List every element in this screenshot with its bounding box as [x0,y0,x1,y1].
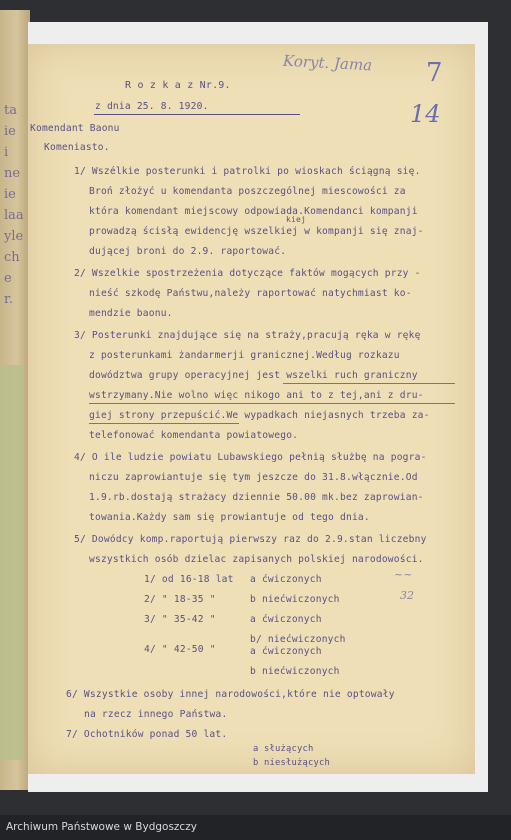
addressee-1: Komendant Baonu [30,123,120,134]
item7-line1: 7/ Ochotników ponad 50 lat. [66,729,228,740]
addressee-2: Komeniasto. [44,142,110,153]
date-underline [94,114,300,115]
item3-line2: z posterunkami żandarmerji granicznej.Według rozkazu [89,350,400,361]
red-underline-1 [283,383,455,384]
table-annotation: 32 [400,589,414,602]
age-status-4a: a ćwiczonych [250,646,322,657]
corner-handwriting: Koryt. Jama [282,51,373,75]
item3-line1: 3/ Posterunki znajdujące się na straży,pracują ręka w rękę [74,330,421,341]
item3-line6: telefonować komendanta powiatowego. [89,430,299,441]
item5-line2: wszystkich osób dzielac zapisanych polskiej narodowości. [89,554,424,565]
item3-line3: dowództwa grupy operacyjnej jest wszelki ruch graniczny [89,370,418,381]
item2-line2: nieść szkodę Państwu,należy raportować natychmiast ko- [89,288,412,299]
age-status-1a: a ćwiczonych [250,574,322,585]
age-status-3a: a ćwiczonych [250,614,322,625]
page-number-top: 7 [426,58,443,88]
item1-insert: kiej [286,215,307,224]
red-underline-3 [89,423,239,424]
item1-line3: która komendant miejscowy odpowiada.Komendanci kompanji [89,206,418,217]
item4-line3: 1.9.rb.dostają strażacy dziennie 50.00 mk.bez zaprowian- [89,492,424,503]
age-group-2: 2/ " 18-35 " [144,594,216,605]
red-underline-2 [89,403,455,404]
age-status-2b: b niećwiczonych [250,594,340,605]
archive-label: Archiwum Państwowe w Bydgoszczy [6,821,197,833]
item1-line2: Broń złożyć u komendanta poszczególnej miescowości za [89,186,406,197]
document-page [28,44,475,774]
item4-line2: niczu zaprowiantuje się tym jeszcze do 31.8.włącznie.Od [89,472,418,483]
item4-line1: 4/ O ile ludzie powiatu Lubawskiego pełnią służbę na pogra- [74,452,427,463]
document-title: R o z k a z Nr.9. [125,80,231,91]
item1-line4: prowadzą ścisłą ewidencję wszelkiej w kompanji się znaj- [89,226,424,237]
ledger-margin-text: ta ie i ne ie laa yle ch e r. [4,103,24,307]
age-status-4b: b niećwiczonych [250,666,340,677]
item2-line3: mendzie baonu. [89,308,173,319]
item3-line5: giej strony przepuścić.We wypadkach niejasnych trzeba za- [89,410,430,421]
age-group-4: 4/ " 42-50 " [144,644,216,655]
age-status-3b: b/ niećwiczonych [250,634,346,645]
page-number-bottom: 14 [410,100,441,128]
green-edge-strip [0,365,24,760]
item1-line1: 1/ Wszélkie posterunki i patrolki po wioskach ściągną się. [74,166,421,177]
item6-line1: 6/ Wszystkie osoby innej narodowości,które nie optowały [66,689,395,700]
table-annotation-strike: ~~ [394,568,413,581]
item1-line5: dującej broni do 2.9. raportować. [89,246,287,257]
item4-line4: towania.Każdy sam się prowiantuje od tego dnia. [89,512,370,523]
item5-line1: 5/ Dowódcy komp.raportują pierwszy raz do 2.9.stan liczebny [74,534,427,545]
age-group-1: 1/ od 16-18 lat [144,574,234,585]
age-group-3: 3/ " 35-42 " [144,614,216,625]
item7-sub-a: a służących [253,744,314,754]
archive-footer [0,815,511,840]
item3-line4: wstrzymany.Nie wolno więc nikogo ani to z tej,ani z dru- [89,390,424,401]
document-date: z dnia 25. 8. 1920. [95,101,209,112]
item7-sub-b: b niesłużących [253,758,330,768]
item6-line2: na rzecz innego Państwa. [84,709,228,720]
item2-line1: 2/ Wszelkie spostrzeżenia dotyczące faktów mogących przy - [74,268,421,279]
